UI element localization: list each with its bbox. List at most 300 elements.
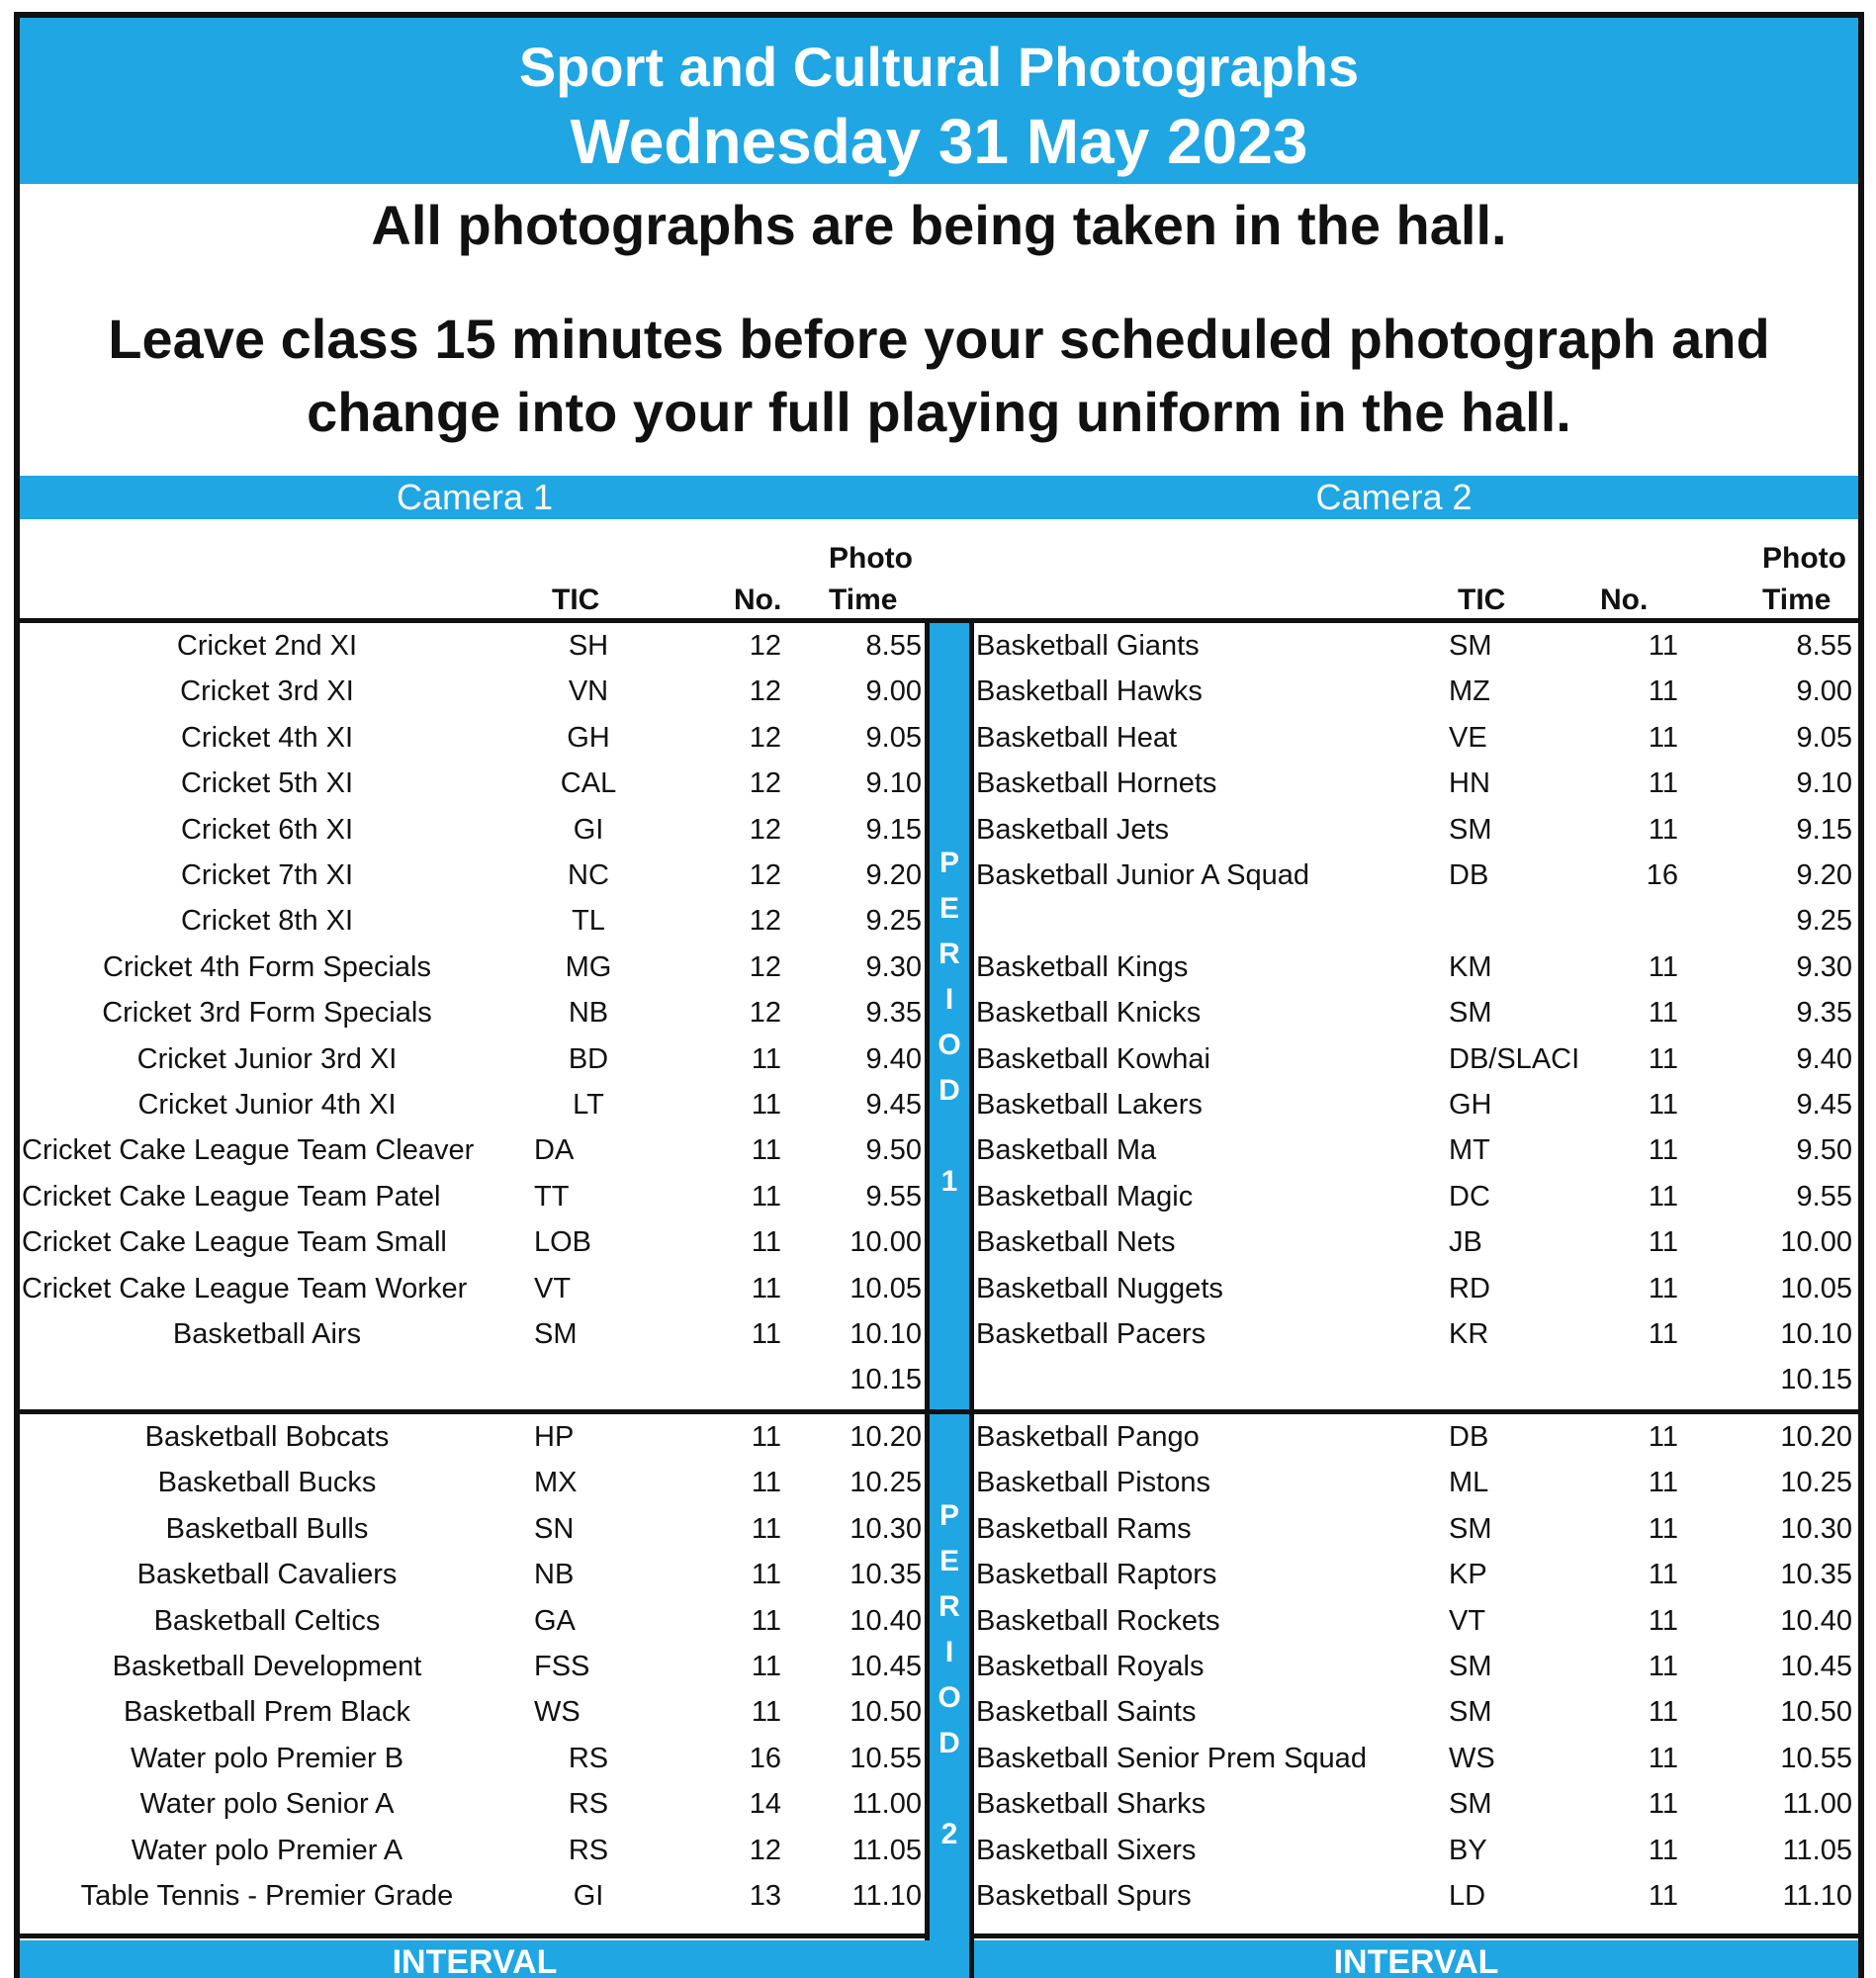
cell-no: 11 [1648, 1421, 1678, 1453]
cell-team: Basketball Knicks [976, 997, 1202, 1030]
cell-no: 11 [751, 1180, 781, 1213]
cell-time: 11.10 [1782, 1880, 1852, 1912]
cell-tic: CAL [560, 767, 617, 800]
cell-time: 11.00 [851, 1788, 922, 1821]
period-letter: P [938, 847, 959, 879]
cell-tic: DB [1449, 859, 1489, 891]
period-letter: I [944, 1636, 954, 1668]
location-notice: All photographs are being taken in the hall. [371, 194, 1507, 256]
cell-time: 10.50 [849, 1696, 922, 1729]
cell-team: Cricket 3rd XI [180, 675, 354, 708]
cell-team: Basketball Bobcats [144, 1421, 390, 1453]
cell-team: Basketball Saints [976, 1696, 1197, 1729]
cell-time: 9.15 [865, 813, 922, 846]
cell-team: Cricket 7th XI [180, 859, 354, 891]
period-letter: O [938, 1681, 961, 1714]
cell-time: 9.30 [865, 950, 922, 983]
period-letter [930, 1114, 969, 1159]
cell-tic: SM [1449, 1512, 1492, 1545]
table-row [20, 1552, 930, 1597]
cell-no: 11 [1648, 767, 1678, 800]
table-row [20, 1174, 930, 1219]
table-row [20, 1736, 930, 1781]
cell-team: Cricket Cake League Team Patel [22, 1180, 441, 1213]
table-row [20, 1689, 930, 1735]
cell-time: 8.55 [1796, 630, 1852, 662]
cell-no: 11 [751, 1559, 781, 1591]
cell-time: 10.25 [849, 1467, 922, 1499]
cell-tic: NC [568, 859, 609, 891]
table-row [974, 1357, 1864, 1402]
schedule-sheet [14, 12, 1864, 1978]
instructions-line-2: change into your full playing uniform in the hall. [307, 381, 1571, 443]
cell-team: Basketball Development [112, 1651, 422, 1682]
cell-team: Basketball Bulls [165, 1512, 369, 1545]
cell-team: Cricket 3rd Form Specials [102, 997, 432, 1030]
camera-1-table [20, 623, 930, 1933]
cell-team: Basketball Bucks [157, 1467, 377, 1499]
cell-tic: JB [1449, 1226, 1482, 1259]
cell-time: 10.45 [849, 1651, 922, 1682]
table-row [20, 1460, 930, 1505]
cell-no: 16 [749, 1742, 781, 1774]
table-row [974, 1506, 1864, 1552]
cell-time: 10.40 [849, 1604, 922, 1637]
cell-tic: SM [1449, 813, 1492, 846]
cell-no: 11 [1648, 1696, 1678, 1729]
cell-tic: HP [534, 1421, 575, 1453]
table-row [20, 1266, 930, 1311]
instructions-notice [20, 303, 1858, 449]
cell-time: 10.05 [849, 1272, 922, 1304]
cell-no: 11 [751, 1651, 781, 1682]
cell-tic: SM [1449, 1696, 1492, 1729]
cell-team: Basketball Senior Prem Squad [976, 1742, 1367, 1774]
table-row [20, 1357, 930, 1402]
table-row [20, 990, 930, 1035]
cell-tic: NB [568, 997, 609, 1030]
cell-team: Basketball Lakers [976, 1089, 1203, 1121]
cell-tic: VT [534, 1272, 572, 1304]
cell-no: 12 [749, 813, 781, 846]
table-row [20, 1873, 930, 1919]
table-row [974, 1781, 1864, 1827]
cell-tic: MZ [1449, 675, 1490, 708]
cell-tic: RS [568, 1788, 609, 1821]
cell-no: 11 [751, 1089, 781, 1121]
table-row [974, 1828, 1864, 1873]
cell-no: 11 [751, 1042, 781, 1075]
cell-team: Basketball Sharks [976, 1788, 1206, 1821]
camera-2-interval: INTERVAL [974, 1940, 1858, 1978]
cell-no: 11 [1648, 1512, 1678, 1545]
table-row [20, 1781, 930, 1827]
cell-team: Basketball Pistons [976, 1467, 1210, 1499]
cell-no: 16 [1646, 859, 1678, 891]
cell-tic: FSS [534, 1651, 590, 1682]
table-row [974, 1036, 1864, 1082]
cell-no: 12 [749, 1834, 781, 1866]
cell-time: 10.15 [1780, 1364, 1852, 1396]
cell-no: 12 [749, 997, 781, 1030]
period-letter: 1 [940, 1165, 958, 1198]
cell-no: 11 [1648, 813, 1678, 846]
cell-no: 11 [1648, 1742, 1678, 1774]
cell-tic: WS [534, 1696, 581, 1729]
period-letter: D [938, 1074, 960, 1107]
table-row [974, 944, 1864, 990]
cell-no: 11 [1648, 1318, 1678, 1350]
cell-no: 12 [749, 721, 781, 754]
cell-no: 11 [751, 1467, 781, 1499]
cell-time: 8.55 [865, 630, 922, 662]
period-letter: D [938, 1727, 960, 1759]
cell-time: 9.35 [865, 997, 922, 1030]
cell-team: Cricket 4th XI [180, 721, 354, 754]
cell-time: 9.25 [1796, 905, 1852, 938]
table-row [20, 1644, 930, 1689]
cell-tic: SM [1449, 630, 1492, 662]
cell-time: 9.45 [865, 1089, 922, 1121]
cell-tic: TT [534, 1180, 570, 1213]
table-row [20, 1828, 930, 1873]
cell-no: 11 [1648, 1559, 1678, 1591]
period-1-band [930, 623, 969, 1409]
cell-tic: MG [565, 950, 612, 983]
table-row [974, 1266, 1864, 1311]
cell-no: 11 [751, 1318, 781, 1350]
cell-team: Basketball Sixers [976, 1834, 1197, 1866]
period-letter: 2 [940, 1818, 958, 1850]
cell-tic: MT [1449, 1134, 1490, 1167]
cell-tic: VE [1449, 721, 1487, 754]
cell-no: 11 [751, 1272, 781, 1304]
table-row [974, 1311, 1864, 1357]
cell-no: 11 [751, 1134, 781, 1167]
cell-tic: TL [572, 905, 605, 938]
cell-time: 10.00 [849, 1226, 922, 1259]
cell-team: Basketball Rams [976, 1512, 1192, 1545]
table-row [20, 1127, 930, 1173]
table-row [20, 1598, 930, 1644]
period-letter: R [938, 938, 960, 970]
cell-team: Cricket 5th XI [180, 767, 354, 800]
cell-team: Cricket 8th XI [180, 905, 354, 938]
cell-time: 11.05 [851, 1834, 922, 1866]
table-row [20, 761, 930, 806]
table-row [974, 1414, 1864, 1460]
cell-time: 10.30 [849, 1512, 922, 1545]
cell-time: 10.25 [1780, 1467, 1852, 1499]
cell-team: Basketball Airs [172, 1318, 362, 1350]
table-row [20, 1082, 930, 1127]
cell-no: 11 [751, 1604, 781, 1637]
table-row [974, 853, 1864, 898]
cell-team: Basketball Prem Black [123, 1696, 411, 1729]
cell-no: 11 [1648, 1180, 1678, 1213]
cell-time: 9.35 [1796, 997, 1852, 1030]
cell-time: 10.10 [1780, 1318, 1852, 1350]
cell-tic: DC [1449, 1180, 1490, 1213]
cell-team: Basketball Hornets [976, 767, 1217, 800]
cell-team: Basketball Rockets [976, 1604, 1220, 1637]
cell-team: Cricket 4th Form Specials [103, 950, 431, 983]
cell-team: Cricket Cake League Team Small [22, 1226, 447, 1259]
cell-no: 12 [749, 905, 781, 938]
cell-tic: DA [534, 1134, 575, 1167]
cell-time: 10.15 [849, 1364, 922, 1396]
cell-no: 11 [1648, 630, 1678, 662]
cell-tic: WS [1449, 1742, 1495, 1774]
table-row [20, 807, 930, 853]
table-row [20, 853, 930, 898]
cell-tic: KP [1449, 1559, 1487, 1591]
cell-time: 9.40 [1796, 1042, 1852, 1075]
cell-team: Basketball Ma [976, 1134, 1157, 1167]
cell-no: 11 [1648, 1467, 1678, 1499]
table-row [974, 761, 1864, 806]
table-row [20, 1311, 930, 1357]
cell-time: 10.05 [1780, 1272, 1852, 1304]
cell-tic: GH [567, 721, 610, 754]
cell-time: 10.35 [849, 1559, 922, 1591]
period-letter: E [938, 1545, 959, 1577]
cell-team: Basketball Nuggets [976, 1272, 1223, 1304]
cell-tic: DB [1449, 1421, 1489, 1453]
cell-team: Water polo Premier B [130, 1742, 404, 1774]
camera-1-interval: INTERVAL [20, 1940, 930, 1978]
page-date: Wednesday 31 May 2023 [570, 106, 1308, 177]
cell-team: Basketball Nets [976, 1226, 1176, 1259]
table-row [974, 898, 1864, 944]
title-banner [20, 18, 1858, 184]
cell-time: 10.55 [1780, 1742, 1852, 1774]
cell-tic: GI [573, 1880, 604, 1912]
cell-team: Basketball Junior A Squad [976, 859, 1309, 891]
cell-time: 10.50 [1780, 1696, 1852, 1729]
cam1-photo-header: Photo [829, 542, 913, 575]
cell-team: Basketball Pacers [976, 1318, 1206, 1350]
cell-no: 11 [1648, 1042, 1678, 1075]
cam2-no-header: No. [1600, 584, 1649, 616]
cell-no: 13 [749, 1880, 781, 1912]
table-row [20, 715, 930, 761]
cell-time: 9.20 [865, 859, 922, 891]
cell-team: Cricket Cake League Team Cleaver [22, 1134, 475, 1167]
cell-team: Basketball Pango [976, 1421, 1200, 1453]
cell-time: 9.50 [1796, 1134, 1852, 1167]
table-row [20, 898, 930, 944]
table-row [974, 1460, 1864, 1505]
cell-no: 11 [1648, 1651, 1678, 1682]
table-row [20, 944, 930, 990]
cell-time: 9.20 [1796, 859, 1852, 891]
cell-tic: SH [568, 630, 609, 662]
cell-no: 11 [1648, 1134, 1678, 1167]
cell-team: Basketball Kings [976, 950, 1189, 983]
period-letter: R [938, 1590, 960, 1623]
cell-no: 11 [1648, 1604, 1678, 1637]
cell-time: 10.20 [1780, 1421, 1852, 1453]
cell-time: 10.35 [1780, 1559, 1852, 1591]
cell-team: Basketball Spurs [976, 1880, 1192, 1912]
cell-tic: RS [568, 1742, 609, 1774]
table-row [974, 1644, 1864, 1689]
cell-team: Basketball Cavaliers [136, 1559, 398, 1591]
cell-team: Cricket Junior 4th XI [137, 1089, 397, 1121]
cell-no: 11 [1648, 1834, 1678, 1866]
cell-team: Cricket Cake League Team Worker [22, 1272, 468, 1304]
table-row [974, 715, 1864, 761]
period-letter: P [938, 1499, 959, 1532]
cell-tic: KR [1449, 1318, 1489, 1350]
cell-tic: GI [573, 813, 604, 846]
table-row [974, 623, 1864, 669]
cell-team: Water polo Senior A [139, 1788, 395, 1821]
cell-tic: GH [1449, 1089, 1492, 1121]
table-row [974, 1873, 1864, 1919]
cell-team: Basketball Celtics [153, 1604, 381, 1637]
cell-time: 11.10 [851, 1880, 922, 1912]
cell-time: 10.00 [1780, 1226, 1852, 1259]
cam1-time-header: Time [829, 584, 898, 616]
page-title: Sport and Cultural Photographs [518, 36, 1360, 98]
table-row [20, 623, 930, 669]
cell-no: 11 [751, 1226, 781, 1259]
cell-time: 9.10 [1796, 767, 1852, 800]
period-2-band [930, 1414, 969, 1978]
cell-team: Cricket 6th XI [180, 813, 354, 846]
cell-no: 11 [1648, 721, 1678, 754]
table-row [974, 1219, 1864, 1265]
cam2-tic-header: TIC [1458, 584, 1506, 616]
cell-tic: BD [568, 1042, 609, 1075]
cell-no: 11 [1648, 997, 1678, 1030]
cell-time: 9.15 [1796, 813, 1852, 846]
cell-team: Basketball Jets [976, 813, 1170, 846]
table-row [974, 1174, 1864, 1219]
cell-no: 11 [1648, 950, 1678, 983]
cell-time: 9.05 [1796, 721, 1852, 754]
cell-no: 11 [1648, 1788, 1678, 1821]
table-row [974, 807, 1864, 853]
cell-time: 9.40 [865, 1042, 922, 1075]
cell-time: 10.45 [1780, 1651, 1852, 1682]
cell-time: 9.30 [1796, 950, 1852, 983]
cell-tic: SM [1449, 1651, 1492, 1682]
cell-no: 12 [749, 675, 781, 708]
cell-time: 10.40 [1780, 1604, 1852, 1637]
cell-no: 12 [749, 950, 781, 983]
cell-team: Table Tennis - Premier Grade [80, 1880, 454, 1912]
cell-no: 12 [749, 630, 781, 662]
cell-tic: LD [1449, 1880, 1486, 1912]
table-row [974, 1598, 1864, 1644]
cell-no: 11 [1648, 1226, 1678, 1259]
cell-team: Basketball Kowhai [976, 1042, 1210, 1075]
cell-time: 9.00 [1796, 675, 1852, 708]
cell-tic: GA [534, 1604, 576, 1637]
table-row [974, 669, 1864, 714]
cell-time: 9.55 [865, 1180, 922, 1213]
cell-tic: LT [573, 1089, 604, 1121]
table-row [20, 1036, 930, 1082]
cell-no: 12 [749, 859, 781, 891]
period-1-label [930, 841, 969, 1205]
cell-tic: HN [1449, 767, 1490, 800]
period-letter [930, 1766, 969, 1812]
table-row [974, 1082, 1864, 1127]
cell-time: 9.55 [1796, 1180, 1852, 1213]
table-row [20, 1219, 930, 1265]
cell-tic: LOB [534, 1226, 592, 1259]
cell-no: 11 [1648, 1272, 1678, 1304]
cell-time: 9.10 [865, 767, 922, 800]
cam1-tic-header: TIC [552, 584, 600, 616]
cell-tic: DB/SLACI [1449, 1042, 1580, 1075]
cell-tic: VT [1449, 1604, 1486, 1637]
cell-tic: MX [534, 1467, 578, 1499]
cam1-no-header: No. [734, 584, 782, 616]
cell-time: 10.10 [849, 1318, 922, 1350]
cell-tic: KM [1449, 950, 1492, 983]
cell-tic: ML [1449, 1467, 1489, 1499]
cell-tic: VN [568, 675, 609, 708]
cell-time: 9.25 [865, 905, 922, 938]
instructions-line-1: Leave class 15 minutes before your scheduled photograph and [108, 308, 1770, 370]
cell-team: Cricket Junior 3rd XI [136, 1042, 398, 1075]
cell-no: 11 [1648, 1089, 1678, 1121]
cell-no: 12 [749, 767, 781, 800]
cell-time: 9.45 [1796, 1089, 1852, 1121]
cell-no: 14 [749, 1788, 781, 1821]
table-row [974, 1552, 1864, 1597]
cell-tic: NB [534, 1559, 575, 1591]
period-letter: E [938, 892, 959, 925]
cell-time: 9.00 [865, 675, 922, 708]
cell-team: Basketball Raptors [976, 1559, 1217, 1591]
cam2-photo-header: Photo [1762, 542, 1846, 575]
cell-time: 10.30 [1780, 1512, 1852, 1545]
cell-tic: SN [534, 1512, 575, 1545]
cell-team: Cricket 2nd XI [176, 630, 358, 662]
table-row [20, 1506, 930, 1552]
table-row [974, 1127, 1864, 1173]
cell-time: 9.05 [865, 721, 922, 754]
cell-time: 9.50 [865, 1134, 922, 1167]
cell-no: 11 [1648, 1880, 1678, 1912]
cell-time: 10.55 [849, 1742, 922, 1774]
cell-team: Basketball Royals [976, 1651, 1205, 1682]
cell-no: 11 [751, 1421, 781, 1453]
table-row [20, 669, 930, 714]
cell-tic: RD [1449, 1272, 1490, 1304]
cell-no: 11 [751, 1512, 781, 1545]
table-row [974, 1689, 1864, 1735]
cell-team: Basketball Heat [976, 721, 1178, 754]
camera-2-table [974, 623, 1864, 1933]
table-row [974, 1736, 1864, 1781]
cell-time: 11.05 [1782, 1834, 1852, 1866]
cell-no: 11 [751, 1696, 781, 1729]
cell-tic: BY [1449, 1834, 1487, 1866]
cell-team: Water polo Premier A [131, 1834, 403, 1866]
cell-team: Basketball Giants [976, 630, 1200, 662]
period-letter: O [938, 1029, 961, 1061]
cell-tic: RS [568, 1834, 609, 1866]
table-row [974, 990, 1864, 1035]
cell-no: 11 [1648, 675, 1678, 708]
